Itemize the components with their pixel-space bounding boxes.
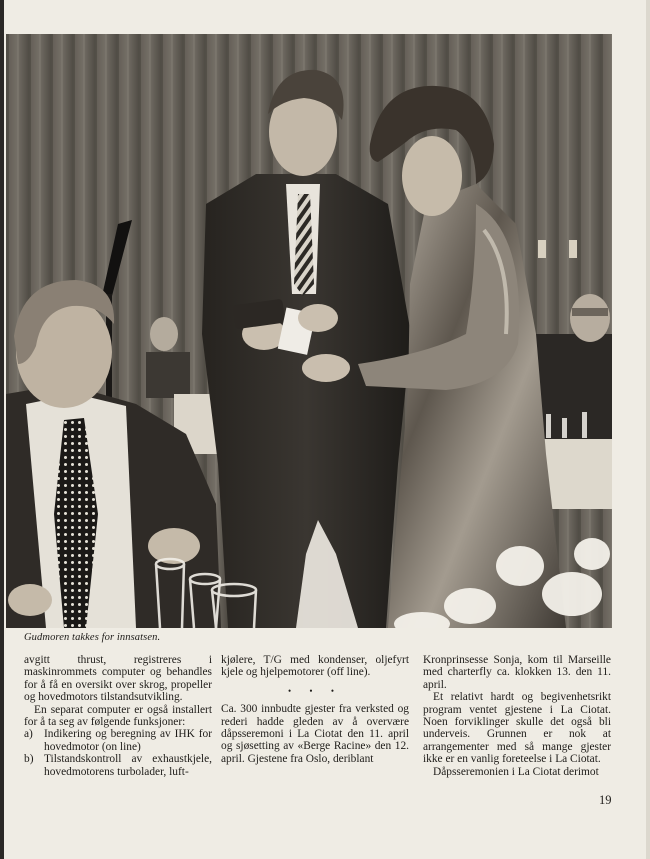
text-column-3 [423, 654, 611, 778]
column3-paragraph-1: Kronprinsesse Sonja, kom til Marseille med charterfly ca. klokken 13. den 11. april. [423, 654, 611, 691]
list-text: Indikering og beregning av IHK for hovedmotor (on line) [44, 728, 212, 753]
column3-paragraph-2: Et relativt hardt og begivenhetsrikt program ventet gjestene i La Ciotat. Noen forviklinger skulle det også bli underveis. Grunnen er nok at arrangementer med så mange gjester ikke er en vanlig foreteelse i La Ciotat. [423, 691, 611, 766]
ceremony-photo [6, 34, 612, 628]
column1-paragraph: avgitt thrust, registreres i maskinrommets computer og behandles for å få en oversikt over skrog, propeller og hovedmotors tilstandsutvikling. [24, 654, 212, 704]
page-edge-right [646, 0, 650, 859]
photo-caption: Gudmoren takkes for innsatsen. [24, 632, 161, 643]
text-column-2 [221, 654, 409, 765]
page-number: 19 [599, 793, 612, 807]
column2-paragraph-2: Ca. 300 innbudte gjester fra verksted og rederi hadde gleden av å overvære dåpsseremoni i La Ciotat den 11. april og sjøsetting av «Berge Racine» den 12. april. Gjestene fra Oslo, deriblant [221, 703, 409, 765]
section-separator: • • • [288, 685, 342, 696]
list-marker: a) [24, 728, 33, 741]
text-column-1 [24, 654, 212, 778]
list-text: Tilstandskontroll av exhaustkjele, hovedmotorens turbolader, luft- [44, 753, 212, 778]
column1-indented-paragraph: En separat computer er også installert for å ta seg av følgende funksjoner: [24, 703, 212, 729]
column3-paragraph-3: Dåpsseremonien i La Ciotat derimot [433, 765, 599, 778]
list-item-a [24, 728, 212, 753]
column2-paragraph-1: kjølere, T/G med kondenser, oljefyrt kjele og hjelpemotorer (off line). [221, 654, 409, 679]
page-edge-left [0, 0, 4, 859]
list-marker: b) [24, 753, 34, 766]
list-item-b [24, 753, 212, 778]
